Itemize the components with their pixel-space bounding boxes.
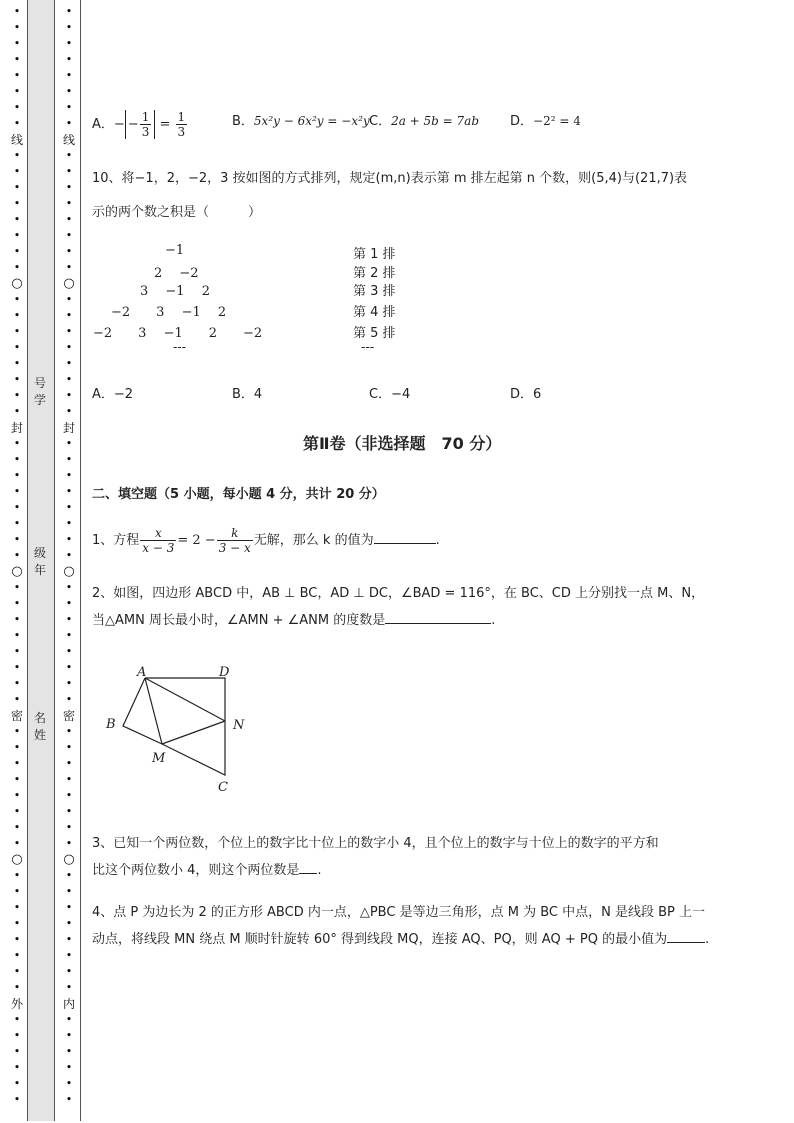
q10-option-d: D．6 (510, 387, 542, 402)
outer-seal-dot: • (13, 101, 21, 114)
outer-seal-dot: • (13, 245, 21, 258)
pyramid-row-2: 2 −2 (154, 266, 199, 281)
outer-seal-dot: • (13, 693, 21, 706)
outer-seal-dot: • (13, 485, 21, 498)
inner-seal-dot: • (65, 885, 73, 898)
field-student-id: 号 学 (33, 376, 46, 407)
q10-stem-line2: 示的两个数之积是（ ） (92, 205, 262, 220)
outer-seal-dot: • (13, 501, 21, 514)
outer-seal-dot: • (13, 165, 21, 178)
inner-seal-dot: • (65, 757, 73, 770)
outer-seal-dot: • (13, 533, 21, 546)
outer-seal-dot: • (13, 469, 21, 482)
f4-line1: 4、点 P 为边长为 2 的正方形 ABCD 内一点，△PBC 是等边三角形，点 M 为 BC 中点，N 是线段 BP 上一 (92, 905, 705, 920)
inner-seal-dot: • (65, 197, 73, 210)
inner-seal-dot: • (65, 597, 73, 610)
part2-title: 第Ⅱ卷（非选择题 70 分） (303, 434, 502, 453)
pyramid-row-4: −2 3 −1 2 (111, 305, 227, 320)
inner-seal-dot: • (65, 293, 73, 306)
outer-seal-dot: • (13, 933, 21, 946)
inner-seal-dot: • (65, 229, 73, 242)
outer-seal-dot: • (13, 613, 21, 626)
binding-rule (80, 0, 81, 1121)
outer-seal-dot: • (13, 677, 21, 690)
field-name: 名 姓 (33, 711, 46, 742)
outer-seal-dot: • (13, 741, 21, 754)
inner-seal-circle: ○ (63, 564, 75, 579)
inner-seal-dot: • (65, 1061, 73, 1074)
outer-seal-dot: • (13, 181, 21, 194)
f2-line2: 当△AMN 周长最小时，∠AMN + ∠ANM 的度数是 . (92, 613, 496, 628)
outer-seal-dot: • (13, 69, 21, 82)
inner-seal-label: 密 (62, 709, 75, 723)
outer-seal-dot: • (13, 805, 21, 818)
outer-seal-dot: • (13, 197, 21, 210)
inner-seal-dot: • (65, 517, 73, 530)
q9-option-b: B．5x²y − 6x²y = −x²y (232, 114, 370, 129)
row-label-ellipsis: --- (361, 340, 375, 355)
inner-seal-dot: • (65, 261, 73, 274)
inner-seal-dot: • (65, 389, 73, 402)
outer-seal-dot: • (13, 37, 21, 50)
q10-option-b: B．4 (232, 387, 263, 402)
field-grade: 级 年 (33, 546, 46, 577)
outer-seal-dot: • (13, 85, 21, 98)
inner-seal-dot: • (65, 1013, 73, 1026)
outer-seal-dot: • (13, 629, 21, 642)
inner-seal-label: 内 (62, 997, 75, 1011)
outer-seal-dot: • (13, 965, 21, 978)
outer-seal-dot: • (13, 5, 21, 18)
pyramid-row-1: −1 (165, 243, 185, 258)
label-d: D (219, 665, 230, 680)
inner-seal-dot: • (65, 533, 73, 546)
inner-seal-dot: • (65, 805, 73, 818)
outer-seal-dot: • (13, 1061, 21, 1074)
outer-seal-dot: • (13, 389, 21, 402)
label-m: M (152, 751, 166, 766)
outer-seal-dot: • (13, 53, 21, 66)
outer-seal-dot: • (13, 309, 21, 322)
inner-seal-dot: • (65, 965, 73, 978)
inner-seal-dot: • (65, 645, 73, 658)
inner-seal-dot: • (65, 549, 73, 562)
inner-seal-dot: • (65, 213, 73, 226)
outer-seal-dot: • (13, 341, 21, 354)
row-label-4: 第 4 排 (353, 305, 396, 320)
outer-seal-dot: • (13, 213, 21, 226)
inner-seal-dot: • (65, 357, 73, 370)
outer-seal-dot: • (13, 981, 21, 994)
inner-seal-dot: • (65, 341, 73, 354)
inner-seal-dot: • (65, 901, 73, 914)
outer-seal-dot: • (13, 949, 21, 962)
inner-seal-dot: • (65, 629, 73, 642)
inner-seal-dot: • (65, 21, 73, 34)
outer-seal-dot: • (13, 837, 21, 850)
inner-seal-dot: • (65, 501, 73, 514)
inner-seal-dot: • (65, 1029, 73, 1042)
outer-seal-dot: • (13, 293, 21, 306)
outer-seal-circle: ○ (11, 564, 23, 579)
q10-stem-line1: 10、将−1，2，−2，3 按如图的方式排列，规定(m,n)表示第 m 排左起第 n 个数，则(5,4)与(21,7)表 (92, 171, 688, 186)
outer-seal-dot: • (13, 645, 21, 658)
outer-seal-dot: • (13, 901, 21, 914)
inner-seal-dot: • (65, 101, 73, 114)
f3-line2: 比这个两位数小 4，则这个两位数是 . (92, 863, 322, 878)
q9-option-a: A．− − $\frac{1}{3}$ = $\frac{1}{3}$ (92, 110, 186, 139)
inner-seal-dot: • (65, 85, 73, 98)
outer-seal-dot: • (13, 725, 21, 738)
outer-seal-dot: • (13, 1045, 21, 1058)
outer-seal-dot: • (13, 149, 21, 162)
outer-seal-dot: • (13, 661, 21, 674)
f3-line1: 3、已知一个两位数，个位上的数字比十位上的数字小 4，且个位上的数字与十位上的数字的平方和 (92, 836, 659, 851)
quadrilateral-figure (100, 660, 250, 795)
inner-seal-dot: • (65, 677, 73, 690)
label-b: B (106, 717, 116, 732)
row-label-5: 第 5 排 (353, 326, 396, 341)
inner-seal-dot: • (65, 917, 73, 930)
row-label-3: 第 3 排 (353, 284, 396, 299)
inner-seal-dot: • (65, 117, 73, 130)
inner-seal-dot: • (65, 789, 73, 802)
inner-seal-dot: • (65, 821, 73, 834)
outer-seal-dot: • (13, 1029, 21, 1042)
inner-seal-dot: • (65, 373, 73, 386)
outer-seal-dot: • (13, 229, 21, 242)
outer-seal-dot: • (13, 1013, 21, 1026)
inner-seal-dot: • (65, 149, 73, 162)
outer-seal-dot: • (13, 517, 21, 530)
q10-option-c: C．−4 (369, 387, 411, 402)
inner-seal-dot: • (65, 1077, 73, 1090)
inner-seal-dot: • (65, 581, 73, 594)
outer-seal-dot: • (13, 117, 21, 130)
inner-seal-dot: • (65, 1093, 73, 1106)
pyramid-row-5: −2 3 −1 2 −2 (93, 326, 263, 341)
inner-seal-dot: • (65, 741, 73, 754)
outer-seal-dot: • (13, 757, 21, 770)
inner-seal-dot: • (65, 181, 73, 194)
outer-seal-dot: • (13, 1093, 21, 1106)
fill-in-heading: 二、填空题（5 小题，每小题 4 分，共计 20 分） (92, 487, 385, 502)
outer-seal-dot: • (13, 597, 21, 610)
inner-seal-dot: • (65, 773, 73, 786)
inner-seal-dot: • (65, 661, 73, 674)
inner-seal-dot: • (65, 485, 73, 498)
outer-seal-line (7, 4, 27, 1108)
inner-seal-dot: • (65, 437, 73, 450)
inner-seal-dot: • (65, 837, 73, 850)
q10-option-a: A．−2 (92, 387, 134, 402)
row-label-2: 第 2 排 (353, 266, 396, 281)
inner-seal-dot: • (65, 309, 73, 322)
label-n: N (233, 718, 245, 733)
q9-option-c: C．2a + 5b = 7ab (369, 114, 480, 129)
outer-seal-dot: • (13, 405, 21, 418)
outer-seal-label: 密 (10, 709, 23, 723)
inner-seal-dot: • (65, 869, 73, 882)
outer-seal-dot: • (13, 789, 21, 802)
inner-seal-dot: • (65, 981, 73, 994)
outer-seal-circle: ○ (11, 276, 23, 291)
inner-seal-dot: • (65, 1045, 73, 1058)
inner-seal-dot: • (65, 165, 73, 178)
label-c: C (218, 780, 228, 795)
inner-seal-dot: • (65, 245, 73, 258)
inner-seal-label: 线 (62, 133, 75, 147)
outer-seal-dot: • (13, 453, 21, 466)
inner-seal-circle: ○ (63, 276, 75, 291)
outer-seal-dot: • (13, 869, 21, 882)
outer-seal-dot: • (13, 1077, 21, 1090)
outer-seal-dot: • (13, 549, 21, 562)
inner-seal-dot: • (65, 405, 73, 418)
inner-seal-dot: • (65, 453, 73, 466)
outer-seal-dot: • (13, 773, 21, 786)
inner-seal-dot: • (65, 5, 73, 18)
inner-seal-dot: • (65, 725, 73, 738)
inner-seal-dot: • (65, 693, 73, 706)
inner-seal-dot: • (65, 37, 73, 50)
f2-line1: 2、如图，四边形 ABCD 中，AB ⊥ BC，AD ⊥ DC，∠BAD = 116°，在 BC、CD 上分别找一点 M、N， (92, 586, 705, 601)
outer-seal-dot: • (13, 437, 21, 450)
outer-seal-dot: • (13, 917, 21, 930)
outer-seal-label: 封 (10, 421, 23, 435)
inner-seal-dot: • (65, 949, 73, 962)
pyramid-row-3: 3 −1 2 (140, 284, 210, 299)
pyramid-ellipsis: --- (173, 340, 187, 355)
inner-seal-line (59, 4, 79, 1108)
f4-line2: 动点，将线段 MN 绕点 M 顺时针旋转 60° 得到线段 MQ，连接 AQ、PQ，则 AQ + PQ 的最小值为 . (92, 932, 710, 947)
label-a: A (137, 665, 147, 680)
q9-option-d: D．−2² = 4 (510, 114, 581, 129)
outer-seal-dot: • (13, 325, 21, 338)
outer-seal-label: 外 (10, 997, 23, 1011)
outer-seal-dot: • (13, 581, 21, 594)
inner-seal-circle: ○ (63, 852, 75, 867)
outer-seal-circle: ○ (11, 852, 23, 867)
inner-seal-dot: • (65, 469, 73, 482)
outer-seal-dot: • (13, 21, 21, 34)
f1-question: 1、方程 $\frac{x}{x - 3}$ = 2 − $\frac{k}{3 - x}$ 无解，那么 k 的值为 . (92, 526, 440, 555)
outer-seal-label: 线 (10, 133, 23, 147)
inner-seal-dot: • (65, 69, 73, 82)
outer-seal-dot: • (13, 821, 21, 834)
outer-seal-dot: • (13, 261, 21, 274)
outer-seal-dot: • (13, 373, 21, 386)
outer-seal-dot: • (13, 885, 21, 898)
inner-seal-dot: • (65, 325, 73, 338)
row-label-1: 第 1 排 (353, 247, 396, 262)
inner-seal-label: 封 (62, 421, 75, 435)
outer-seal-dot: • (13, 357, 21, 370)
inner-seal-dot: • (65, 933, 73, 946)
inner-seal-dot: • (65, 613, 73, 626)
inner-seal-dot: • (65, 53, 73, 66)
